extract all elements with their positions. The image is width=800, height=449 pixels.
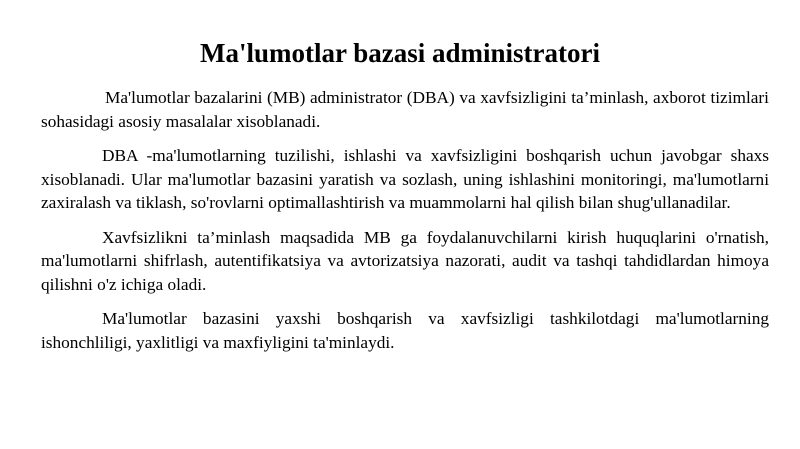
paragraph-security: Xavfsizlikni ta’minlash maqsadida MB ga foydalanuvchilarni kirish huquqlarini o'rnatish, ma'lumotlarni shifrlash, autentifikatsiya va avtorizatsiya nazorati, audit va tashqi tahdidlardan himoya qilishni o'z ichiga oladi. — [41, 227, 769, 294]
paragraph-intro: Ma'lumotlar bazalarini (MB) administrator (DBA) va xavfsizligini ta’minlash, axborot tizimlari sohasidagi asosiy masalalar xisoblanadi. — [41, 88, 769, 131]
slide-title: Ma'lumotlar bazasi administratori — [200, 38, 600, 68]
slide-body — [41, 86, 769, 365]
paragraph-conclusion: Ma'lumotlar bazasini yaxshi boshqarish va xavfsizligi tashkilotdagi ma'lumotlarning ishonchliligi, yaxlitligi va maxfiyligini ta'minlaydi. — [41, 309, 769, 352]
paragraph-dba-role: DBA -ma'lumotlarning tuzilishi, ishlashi va xavfsizligini boshqarish uchun javobgar shaxs xisoblanadi. Ular ma'lumotlar bazasini yaratish va sozlash, uning ishlashini monitoringi, ma'lumotlarni zaxiralash va tiklash, so'rovlarni optimallashtirish va muammolarni hal qilish bilan shug'ullanadilar. — [41, 146, 769, 212]
